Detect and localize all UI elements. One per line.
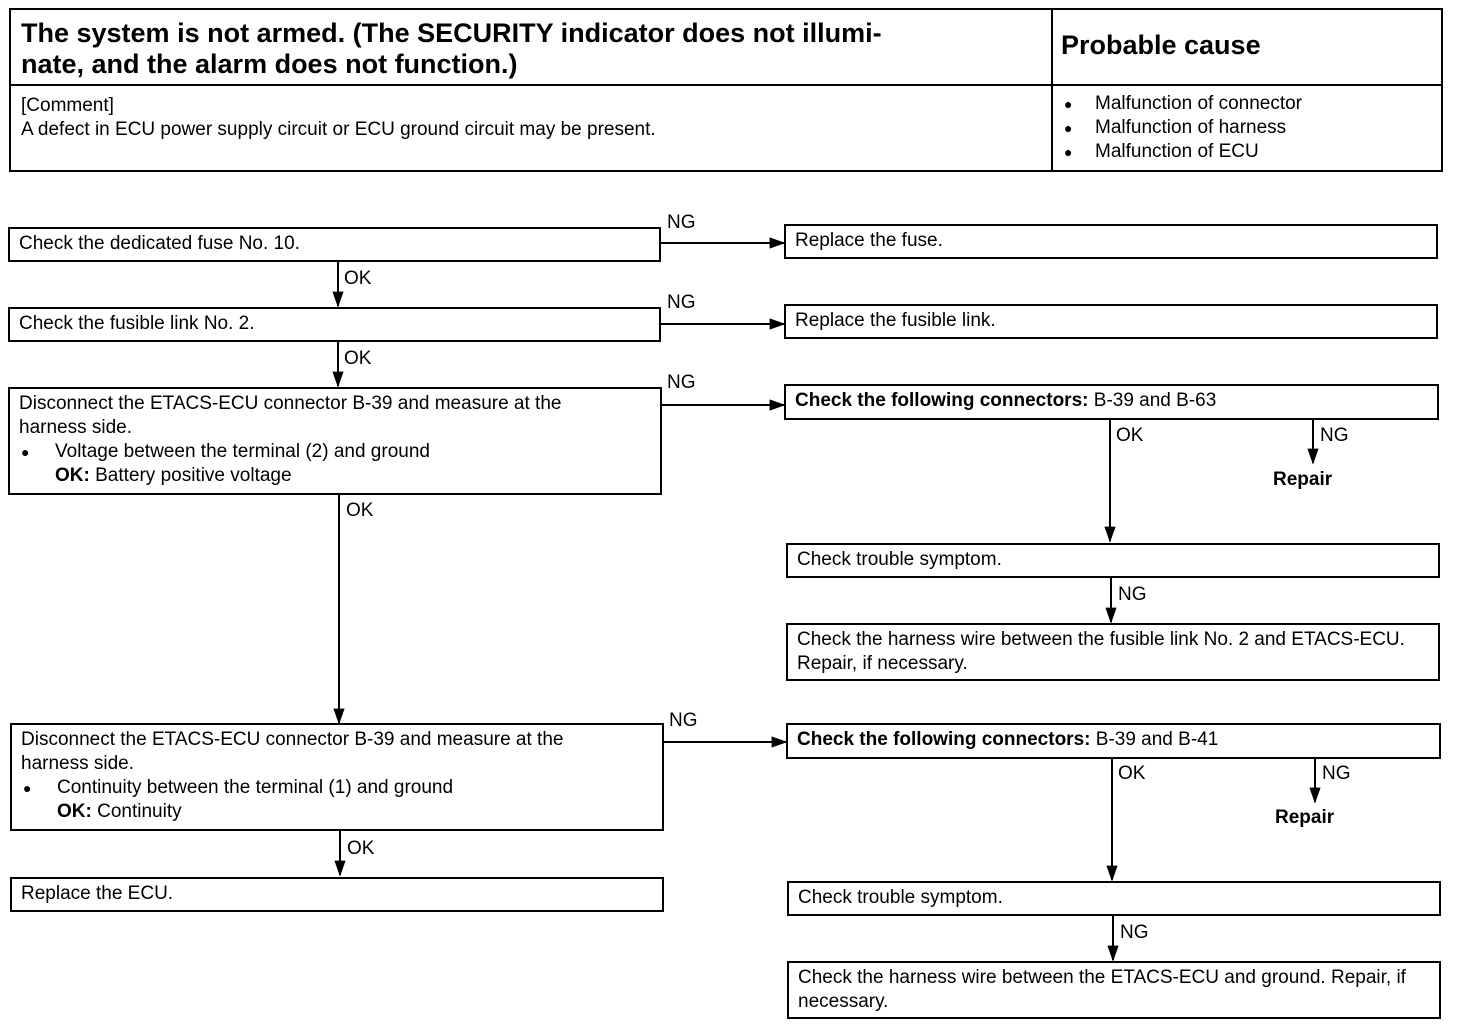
cause-item: ● Malfunction of harness: [1061, 116, 1433, 140]
check-connectors-value: B-39 and B-41: [1095, 729, 1219, 750]
check-harness-fusible-link-text: Check the harness wire between the fusible link No. 2 and ETACS-ECU. Repair, if necessary.: [797, 629, 1405, 674]
action-replace-fuse-text: Replace the fuse.: [795, 230, 943, 251]
step-measure-voltage-line1: Disconnect the ETACS-ECU connector B-39 and measure at the: [19, 393, 562, 414]
ok-label: OK: [346, 500, 374, 521]
action-replace-fusible-link-text: Replace the fusible link.: [795, 310, 996, 331]
check-harness-ground-text: Check the harness wire between the ETACS-ECU and ground. Repair, if necessary.: [798, 967, 1406, 1012]
step-measure-continuity-line2: harness side.: [21, 753, 135, 774]
step-check-fusible-link-text: Check the fusible link No. 2.: [19, 313, 255, 334]
step-measure-continuity-ok: [21, 800, 653, 824]
ng-label: NG: [667, 292, 696, 313]
step-measure-voltage-ok: [19, 464, 651, 488]
ng-label: NG: [1320, 425, 1349, 446]
ng-label: NG: [1120, 922, 1149, 943]
ng-label: NG: [669, 710, 698, 731]
cause-item: ● Malfunction of connector: [1061, 92, 1433, 116]
check-trouble-symptom-2: [787, 881, 1441, 916]
step-measure-continuity: [10, 723, 664, 831]
ok-criteria-label: OK:: [55, 465, 90, 486]
action-replace-fusible-link: [784, 304, 1438, 339]
probable-cause-heading: Probable cause: [1053, 10, 1441, 86]
step-check-fusible-link: [8, 307, 661, 342]
ok-criteria-value: Continuity: [97, 801, 182, 822]
step-measure-voltage: [8, 387, 662, 495]
repair-label: Repair: [1275, 807, 1335, 828]
step-check-fuse: [8, 227, 661, 262]
ng-label: NG: [1118, 584, 1147, 605]
action-replace-fuse: [784, 224, 1438, 259]
comment-label: [Comment]: [21, 95, 114, 116]
ok-criteria-value: Battery positive voltage: [95, 465, 292, 486]
check-trouble-symptom-2-text: Check trouble symptom.: [798, 887, 1003, 908]
check-connectors-b39-b63: [784, 384, 1439, 420]
symptom-title-line2: nate, and the alarm does not function.): [21, 49, 518, 79]
check-harness-fusible-link: [786, 623, 1440, 681]
step-measure-continuity-line1: Disconnect the ETACS-ECU connector B-39 and measure at the: [21, 729, 564, 750]
step-check-fuse-text: Check the dedicated fuse No. 10.: [19, 233, 300, 254]
action-replace-ecu: [10, 877, 664, 912]
symptom-title-line1: The system is not armed. (The SECURITY indicator does not illumi-: [21, 18, 882, 48]
cause-item: ● Malfunction of ECU: [1061, 140, 1433, 164]
ng-label: NG: [667, 212, 696, 233]
ok-label: OK: [344, 348, 372, 369]
step-measure-voltage-bullet: ● Voltage between the terminal (2) and ground: [19, 440, 651, 464]
check-trouble-symptom-1-text: Check trouble symptom.: [797, 549, 1002, 570]
comment-text: A defect in ECU power supply circuit or ECU ground circuit may be present.: [21, 119, 656, 140]
ng-label: NG: [1322, 763, 1351, 784]
repair-label: Repair: [1273, 469, 1333, 490]
step-measure-continuity-bullet: ● Continuity between the terminal (1) and ground: [21, 776, 653, 800]
check-connectors-label: Check the following connectors:: [795, 390, 1089, 411]
ok-label: OK: [1116, 425, 1144, 446]
check-connectors-label: Check the following connectors:: [797, 729, 1091, 750]
check-harness-ground: [787, 961, 1441, 1019]
check-connectors-b39-b41: [786, 723, 1441, 759]
ok-criteria-label: OK:: [57, 801, 92, 822]
step-measure-voltage-line2: harness side.: [19, 417, 133, 438]
check-trouble-symptom-1: [786, 543, 1440, 578]
ok-label: OK: [347, 838, 375, 859]
action-replace-ecu-text: Replace the ECU.: [21, 883, 174, 904]
check-connectors-value: B-39 and B-63: [1093, 390, 1217, 411]
ok-label: OK: [1118, 763, 1146, 784]
ok-label: OK: [344, 268, 372, 289]
ng-label: NG: [667, 372, 696, 393]
